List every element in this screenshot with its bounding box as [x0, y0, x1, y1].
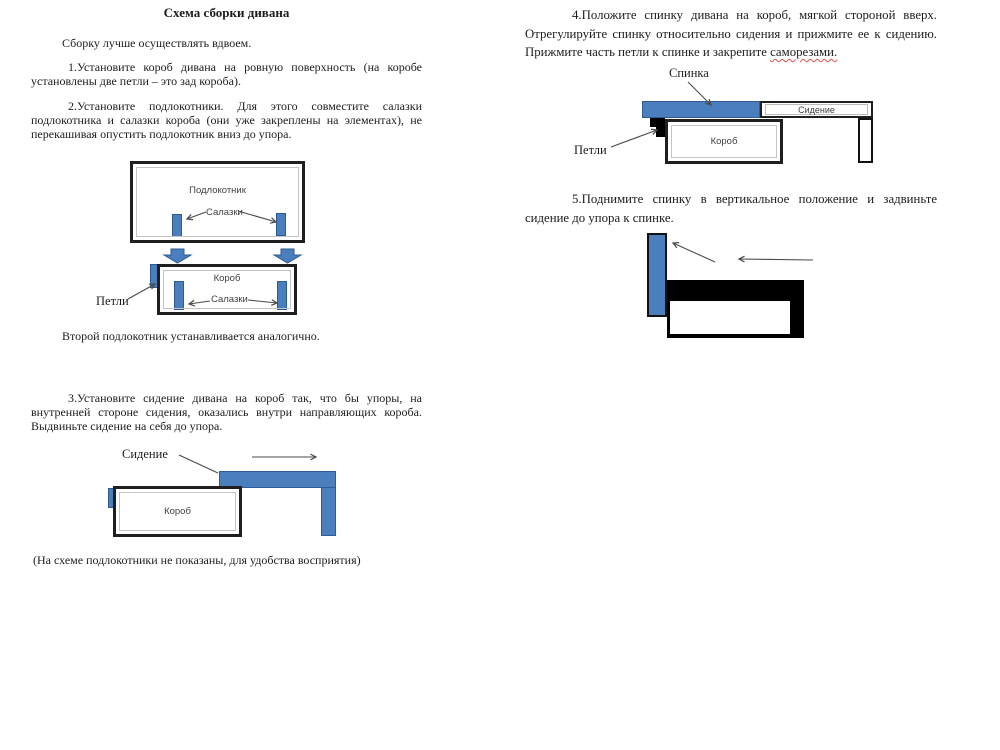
sofa-leg-right — [858, 118, 873, 163]
step-1-paragraph: 1.Установите короб дивана на ровную поверхность (на коробе установлены две петли – это зад короба). — [31, 60, 422, 88]
backrest-panel-vertical — [647, 233, 667, 317]
arrow-hinges-3 — [611, 130, 657, 147]
box-2-label: Короб — [164, 506, 191, 517]
armrest-note: (На схеме подлокотники не показаны, для удобства восприятия) — [33, 553, 361, 567]
slides-bottom-label: Салазки — [211, 294, 248, 305]
step-4-text: 4.Положите спинку дивана на короб, мягкой стороной вверх. Отрегулируйте спинку относительно сидения и прижмите ее к сидению. Прижмите часть петли к спинке и закрепите — [525, 8, 937, 60]
box-frame-1 — [157, 264, 297, 315]
hinge-block-upper — [650, 118, 665, 127]
block-arrow-down-left — [164, 249, 191, 263]
seat-leg — [321, 487, 336, 536]
box-1-label: Короб — [213, 273, 241, 284]
step-2-paragraph: 2.Установите подлокотники. Для этого совместите салазки подлокотника и салазки короба (они уже закреплены на элементах), не перекашивая опустить подлокотник вниз до упора. — [31, 99, 422, 141]
arrow-raise-backrest — [673, 243, 715, 262]
step-4-paragraph — [525, 6, 937, 62]
armrest-box — [130, 161, 305, 243]
seat-label-3: Сидение — [798, 104, 835, 115]
seat-label-2: Сидение — [122, 447, 168, 461]
armrest-label: Подлокотник — [189, 185, 246, 196]
seat-assembly-box-opening — [670, 301, 790, 334]
step-3-paragraph: 3.Установите сидение дивана на короб так, что бы упоры, на внутренней стороне сидения, оказались внутри направляющих короба. Выдвиньте сидение на себя до упора. — [31, 391, 422, 433]
line-seat-callout — [179, 455, 218, 473]
armrest-box-inner — [136, 167, 299, 237]
second-armrest-note: Второй подлокотник устанавливается аналогично. — [62, 329, 320, 343]
slides-top-label: Салазки — [206, 207, 243, 218]
seat-assembly-black — [667, 280, 804, 338]
page-title: Схема сборки дивана — [163, 5, 290, 20]
backrest-label: Спинка — [669, 66, 709, 80]
hinges-label-1: Петли — [96, 294, 129, 308]
backrest-panel-flat — [642, 101, 760, 118]
arrow-push-seat-left — [739, 259, 813, 260]
step-4-misspelled-word: саморезами. — [770, 45, 838, 60]
box-3-label: Короб — [710, 136, 738, 147]
block-arrow-down-right — [274, 249, 301, 263]
hinges-label-3: Петли — [574, 143, 607, 157]
step-5-paragraph: 5.Поднимите спинку в вертикальное положение и задвиньте сидение до упора к спинке. — [525, 192, 937, 225]
intro-paragraph: Сборку лучше осуществлять вдвоем. — [62, 36, 252, 50]
hinge-block-lower — [656, 127, 665, 137]
